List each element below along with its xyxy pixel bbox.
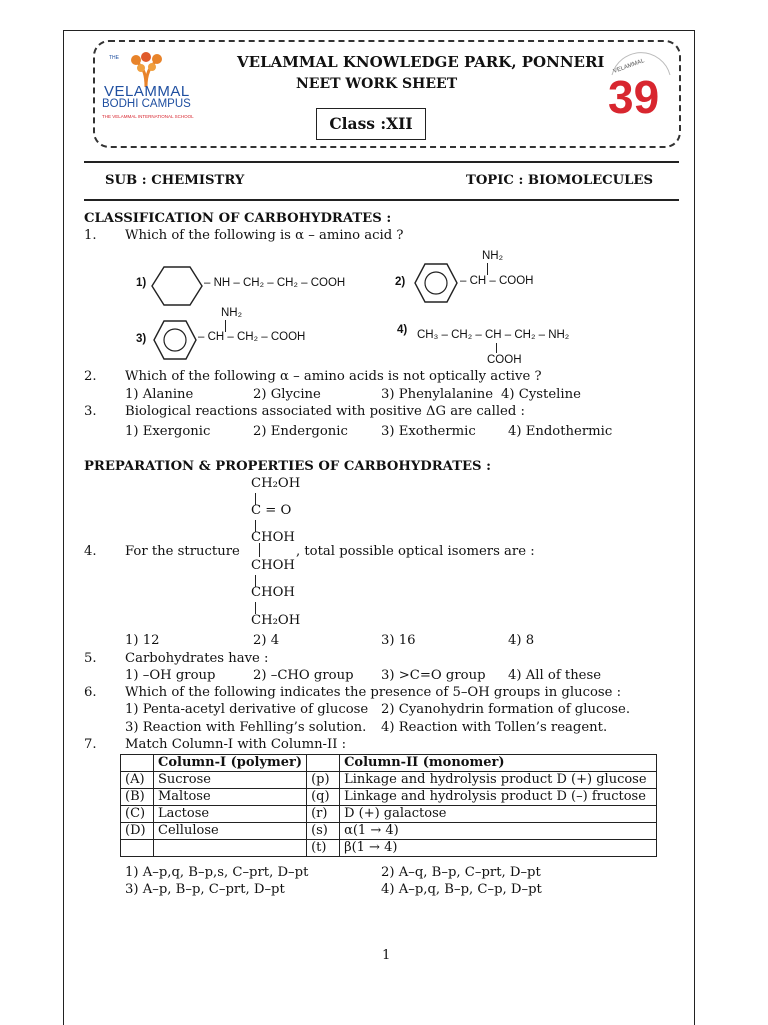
q2-option: 3) Phenylalanine xyxy=(381,387,494,402)
q7-option: 4) A–p,q, B–p, C–p, D–pt xyxy=(381,882,542,897)
cyclohexane-icon xyxy=(150,263,204,309)
q7-option: 1) A–p,q, B–p,s, C–prt, D–pt xyxy=(125,865,309,880)
q6-option: 2) Cyanohydrin formation of glucose. xyxy=(381,702,631,717)
class-box: Class :XII xyxy=(316,108,426,140)
q7-option: 2) A–q, B–p, C–prt, D–pt xyxy=(381,865,541,880)
q5-option: 4) All of these xyxy=(508,668,602,683)
benzene-icon xyxy=(413,262,459,304)
q3-option: 4) Endothermic xyxy=(508,424,613,439)
q4-option: 1) 12 xyxy=(125,633,160,648)
rule-top xyxy=(84,161,679,163)
match-table xyxy=(120,754,657,857)
section-title-classification: CLASSIFICATION OF CARBOHYDRATES : xyxy=(84,211,392,226)
q5-option: 1) –OH group xyxy=(125,668,216,683)
q7-text: Match Column-I with Column-II : xyxy=(125,737,347,752)
q6-number: 6. xyxy=(84,685,97,700)
q4-struct-line: CHOH xyxy=(251,558,295,573)
q1-opt2-label: 2) xyxy=(395,276,406,288)
q1-opt4-chain: CH₃ – CH₂ – CH – CH₂ – NH₂ xyxy=(417,329,570,341)
q1-opt1-chain: – NH – CH₂ – CH₂ – COOH xyxy=(204,277,346,289)
cyclohexane-ring xyxy=(150,263,204,313)
bond-line xyxy=(259,543,260,557)
svg-text:39: 39 xyxy=(608,71,660,121)
school-title: VELAMMAL KNOWLEDGE PARK, PONNERI xyxy=(237,53,605,71)
worksheet-page xyxy=(63,30,695,1025)
q1-opt4-bottom: COOH xyxy=(487,354,522,366)
q4-option: 2) 4 xyxy=(253,633,280,648)
q2-option: 1) Alanine xyxy=(125,387,194,402)
q1-opt3-top: NH₂ xyxy=(221,307,243,319)
row-key2: (r) xyxy=(307,806,340,823)
q4-struct-line: CH₂OH xyxy=(251,476,301,491)
sheet-title: NEET WORK SHEET xyxy=(296,76,458,92)
row-value: Cellulose xyxy=(154,823,307,840)
q2-text: Which of the following α – amino acids is not optically active ? xyxy=(125,369,542,384)
col2-header: Column-II (monomer) xyxy=(340,755,657,772)
q1-opt1-label: 1) xyxy=(136,277,147,289)
q2-option: 4) Cysteline xyxy=(501,387,581,402)
row-key2: (t) xyxy=(307,840,340,857)
row-value: Lactose xyxy=(154,806,307,823)
subject-label: SUB : CHEMISTRY xyxy=(105,173,245,188)
q7-number: 7. xyxy=(84,737,97,752)
row-key: (A) xyxy=(121,772,154,789)
benzene-ring-3 xyxy=(152,319,198,365)
row-value: Maltose xyxy=(154,789,307,806)
q7-option: 3) A–p, B–p, C–prt, D–pt xyxy=(125,882,285,897)
table-row xyxy=(121,840,657,857)
logo-name-2: BODHI CAMPUS xyxy=(102,98,191,110)
row-key: (C) xyxy=(121,806,154,823)
row-key2: (p) xyxy=(307,772,340,789)
q1-opt3-chain: – CH – CH₂ – COOH xyxy=(198,331,306,343)
benzene-icon xyxy=(152,319,198,361)
q4-text-post: , total possible optical isomers are : xyxy=(296,544,535,559)
anniversary-39-icon xyxy=(604,51,678,121)
q1-opt2-chain: – CH – COOH xyxy=(460,275,534,287)
table-row xyxy=(121,823,657,840)
q3-option: 1) Exergonic xyxy=(125,424,211,439)
table-row xyxy=(121,789,657,806)
q4-struct-line: CH₂OH xyxy=(251,613,301,628)
q1-opt2-top: NH₂ xyxy=(482,250,504,262)
topic-label: TOPIC : BIOMOLECULES xyxy=(466,173,653,188)
q6-option: 3) Reaction with Fehlling’s solution. xyxy=(125,720,367,735)
q4-struct-line: CHOH xyxy=(251,585,295,600)
bond-line xyxy=(487,263,488,275)
q2-number: 2. xyxy=(84,369,97,384)
rule-bottom xyxy=(84,199,679,201)
row-value2: D (+) galactose xyxy=(340,806,657,823)
row-value2: α(1 → 4) xyxy=(340,823,657,840)
q4-struct-line: CHOH xyxy=(251,530,295,545)
q1-opt4-label: 4) xyxy=(397,324,408,336)
q4-text-pre: For the structure xyxy=(125,544,240,559)
q4-struct-line: C = O xyxy=(251,503,292,518)
q4-option: 3) 16 xyxy=(381,633,416,648)
q3-option: 3) Exothermic xyxy=(381,424,476,439)
q5-number: 5. xyxy=(84,651,97,666)
logo-tagline: THE VELAMMAL INTERNATIONAL SCHOOL xyxy=(102,114,194,119)
page-number: 1 xyxy=(382,948,391,963)
q5-text: Carbohydrates have : xyxy=(125,651,269,666)
q6-text: Which of the following indicates the presence of 5–OH groups in glucose : xyxy=(125,685,622,700)
q2-option: 2) Glycine xyxy=(253,387,321,402)
row-value2: Linkage and hydrolysis product D (–) fructose xyxy=(340,789,657,806)
bond-line xyxy=(496,343,497,353)
logo-name-1: VELAMMAL xyxy=(104,83,190,100)
svg-text:VELAMMAL: VELAMMAL xyxy=(612,58,646,75)
anniversary-badge xyxy=(604,51,678,125)
section-title-preparation: PREPARATION & PROPERTIES OF CARBOHYDRATES : xyxy=(84,459,492,474)
q4-number: 4. xyxy=(84,544,97,559)
row-key: (B) xyxy=(121,789,154,806)
row-key2: (q) xyxy=(307,789,340,806)
q5-option: 2) –CHO group xyxy=(253,668,354,683)
col1-header: Column-I (polymer) xyxy=(154,755,307,772)
q1-opt3-label: 3) xyxy=(136,333,147,345)
logo-the: THE xyxy=(109,55,119,61)
table-header-row xyxy=(121,755,657,772)
q1-number: 1. xyxy=(84,228,97,243)
row-key xyxy=(121,840,154,857)
row-value2: β(1 → 4) xyxy=(340,840,657,857)
row-key: (D) xyxy=(121,823,154,840)
q1-text: Which of the following is α – amino acid ? xyxy=(125,228,404,243)
table-row xyxy=(121,772,657,789)
table-cell xyxy=(121,755,154,772)
table-cell xyxy=(307,755,340,772)
q3-option: 2) Endergonic xyxy=(253,424,348,439)
q4-option: 4) 8 xyxy=(508,633,535,648)
row-value2: Linkage and hydrolysis product D (+) glucose xyxy=(340,772,657,789)
q3-text: Biological reactions associated with positive ΔG are called : xyxy=(125,404,525,419)
row-key2: (s) xyxy=(307,823,340,840)
row-value: Sucrose xyxy=(154,772,307,789)
q6-option: 4) Reaction with Tollen’s reagent. xyxy=(381,720,608,735)
table-row xyxy=(121,806,657,823)
q5-option: 3) >C=O group xyxy=(381,668,486,683)
q3-number: 3. xyxy=(84,404,97,419)
row-value xyxy=(154,840,307,857)
benzene-ring-2 xyxy=(413,262,459,308)
q6-option: 1) Penta-acetyl derivative of glucose xyxy=(125,702,369,717)
